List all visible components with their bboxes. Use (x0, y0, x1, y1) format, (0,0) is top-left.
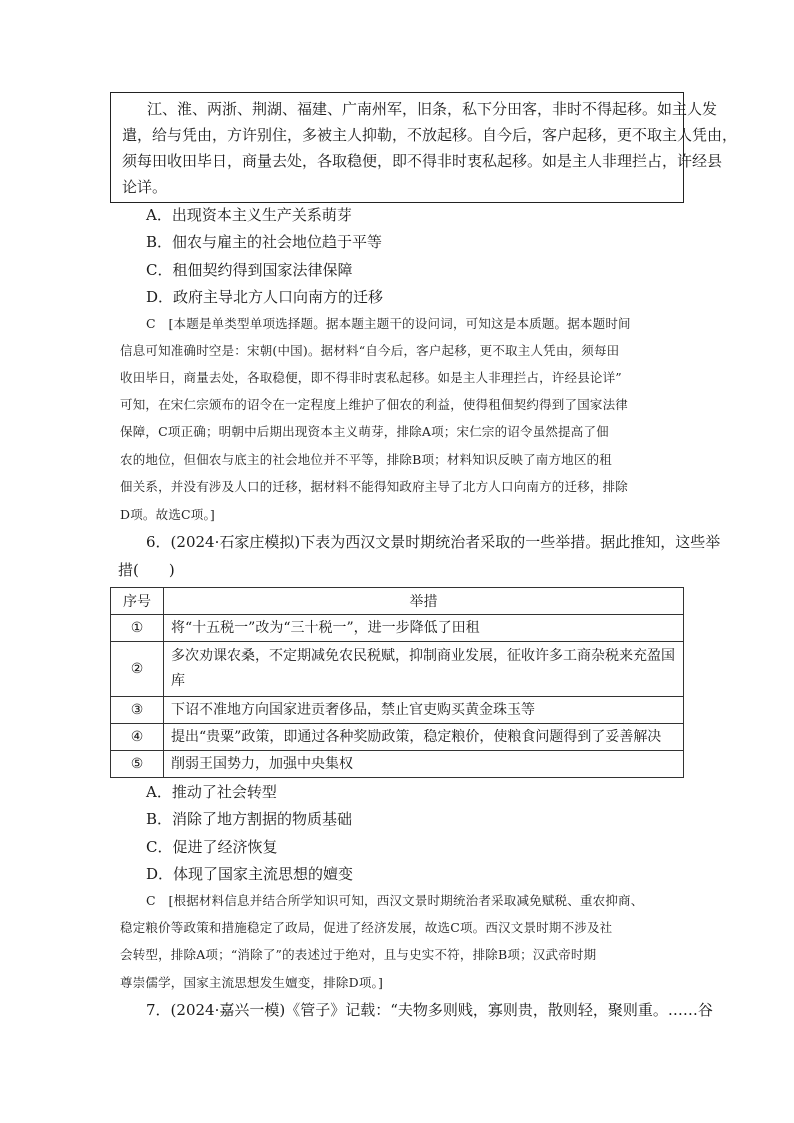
measures-table (110, 587, 684, 778)
q6-option-a: A．推动了社会转型 (146, 783, 277, 801)
q5-answer-line: 可知，在宋仁宗颁布的诏令在一定程度上维护了佃农的利益，使得租佃契约得到了国家法律 (120, 397, 629, 412)
row-number: ② (111, 642, 164, 697)
row-measure: 下诏不准地方向国家进贡奢侈品，禁止官吏购买黄金珠玉等 (164, 697, 684, 724)
q5-answer-line: 佃关系，并没有涉及人口的迁移，据材料不能得知政府主导了北方人口向南方的迁移，排除 (120, 479, 629, 494)
q6-answer-line: 会转型，排除A项；“消除了”的表述过于绝对，且与史实不符，排除B项；汉武帝时期 (120, 947, 597, 962)
table-row (111, 642, 684, 697)
table-row (111, 751, 684, 778)
quote-box (110, 92, 738, 203)
q5-answer-line: D项。故选C项。] (120, 507, 216, 522)
q5-answer-line: 保障，C项正确；明朝中后期出现资本主义萌芽，排除A项；宋仁宗的诏令虽然提高了佃 (120, 424, 609, 439)
row-measure: 将“十五税一”改为“三十税一”，进一步降低了田租 (164, 615, 684, 642)
q5-option-a: A．出现资本主义生产关系萌芽 (146, 206, 352, 224)
q5-option-d: D．政府主导北方人口向南方的迁移 (146, 288, 384, 306)
row-number: ⑤ (111, 751, 164, 778)
q5-answer-line: 农的地位，但佃农与底主的社会地位并不平等，排除B项；材料知识反映了南方地区的租 (120, 452, 612, 467)
row-measure-line: 库 (171, 673, 185, 689)
row-number: ④ (111, 724, 164, 751)
row-measure (164, 642, 684, 697)
table-row (111, 615, 684, 642)
q6-option-c: C．促进了经济恢复 (146, 838, 278, 856)
q6-answer-line: 稳定粮价等政策和措施稳定了政局，促进了经济发展，故选C项。西汉文景时期不涉及社 (120, 920, 613, 935)
table-row (111, 697, 684, 724)
q5-option-c: C．租佃契约得到国家法律保障 (146, 261, 353, 279)
row-measure: 削弱王国势力，加强中央集权 (164, 751, 684, 778)
q5-answer-line: 收田毕日，商量去处，各取稳便，即不得非时衷私起移。如是主人非理拦占，许经县论详” (120, 370, 622, 385)
quote-line: 论详。 (122, 178, 168, 196)
row-number: ③ (111, 697, 164, 724)
row-number: ① (111, 615, 164, 642)
q5-option-b: B．佃农与雇主的社会地位趋于平等 (146, 233, 383, 251)
q6-stem: 6．(2024·石家庄模拟)下表为西汉文景时期统治者采取的一些举措。据此推知，这些举 (146, 533, 721, 551)
q5-answer-line: C [本题是单类型单项选择题。据本题主题干的设问词，可知这是本质题。据本题时间 (146, 316, 631, 331)
q6-stem-cont: 措( ) (118, 561, 175, 579)
table-header-row (111, 588, 684, 615)
q7-stem: 7．(2024·嘉兴一模)《管子》记载：“夫物多则贱，寡则贵，散则轻，聚则重。……谷 (146, 1001, 713, 1019)
quote-line: 江、淮、两浙、荆湖、福建、广南州军，旧条，私下分田客，非时不得起移。如主人发 (147, 100, 718, 118)
table-row (111, 724, 684, 751)
q6-answer-line: 尊崇儒学，国家主流思想发生嬗变，排除D项。] (120, 975, 384, 990)
q5-answer-line: 信息可知准确时空是：宋朝(中国)。据材料“自今后，客户起移，更不取主人凭由，须每田 (120, 343, 620, 358)
header-measure: 举措 (164, 588, 684, 615)
quote-line: 遣，给与凭由，方许别住，多被主人抑勒，不放起移。自今后，客户起移，更不取主人凭由， (122, 126, 738, 144)
q6-option-d: D．体现了国家主流思想的嬗变 (146, 865, 354, 883)
row-measure-line: 多次劝课农桑，不定期减免农民税赋，抑制商业发展，征收许多工商杂税来充盈国 (171, 648, 675, 664)
quote-line: 须每田收田毕日，商量去处，各取稳便，即不得非时衷私起移。如是主人非理拦占，许经县 (122, 152, 723, 170)
header-number: 序号 (111, 588, 164, 615)
q6-answer-line: C [根据材料信息并结合所学知识可知，西汉文景时期统治者采取减免赋税、重农抑商、 (146, 893, 644, 908)
row-measure: 提出“贵粟”政策，即通过各种奖励政策，稳定粮价，使粮食问题得到了妥善解决 (164, 724, 684, 751)
q6-option-b: B．消除了地方割据的物质基础 (146, 810, 353, 828)
